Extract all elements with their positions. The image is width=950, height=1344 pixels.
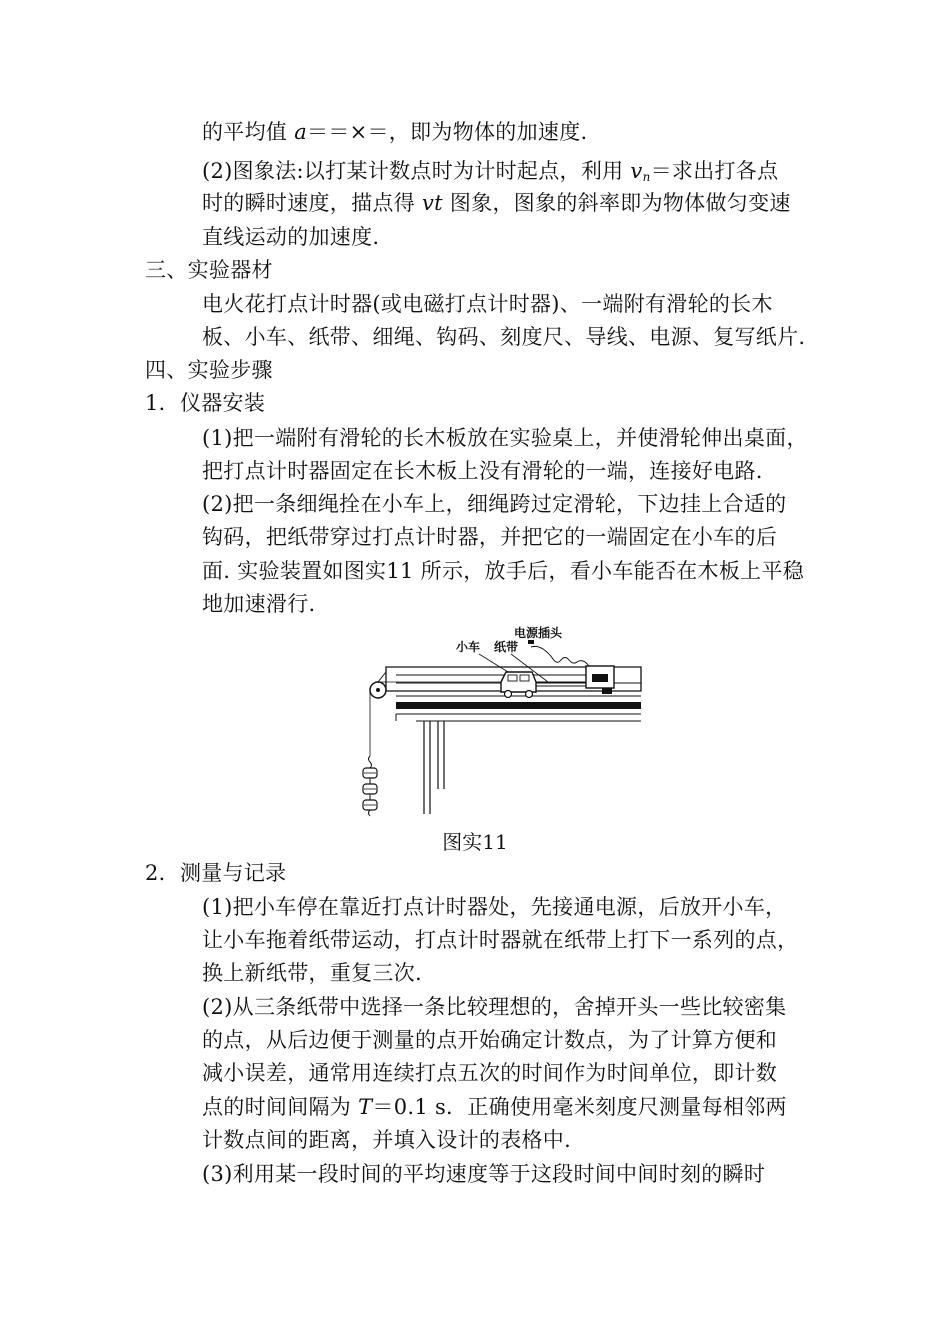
paragraph-line — [202, 117, 588, 147]
experiment-apparatus-diagram — [356, 624, 646, 824]
paragraph-line: (2)从三条纸带中选择一条比较理想的，舍掉开头一些比较密集 — [202, 995, 787, 1019]
paragraph-line: (1)把小车停在靠近打点计时器处，先接通电源，后放开小车， — [202, 895, 787, 919]
text: ＝0.1 s．正确使用毫米刻度尺测量每相邻两 — [372, 1095, 787, 1119]
text: 图象，图象的斜率即为物体做匀变速 — [442, 191, 791, 215]
paragraph-line: 减小误差，通常用连续打点五次的时间作为时间单位，即计数 — [202, 1061, 778, 1085]
board-edge — [396, 702, 641, 709]
label-tape: 纸带 — [494, 640, 519, 654]
subsection-heading: 2．测量与记录 — [145, 861, 287, 885]
math-variable: T — [358, 1095, 373, 1119]
power-cord — [531, 646, 589, 666]
paragraph-line: 地加速滑行. — [202, 592, 316, 616]
label-plug: 电源插头 — [514, 626, 563, 640]
paragraph-line: 面. 实验装置如图实11 所示，放手后，看小车能否在木板上平稳 — [202, 559, 805, 583]
math-variable: vt — [421, 191, 443, 215]
text: 点的时间间隔为 — [202, 1095, 359, 1119]
text: ＝＝×＝，即为物体的加速度. — [307, 120, 588, 144]
paragraph-line: 直线运动的加速度. — [202, 225, 380, 249]
subsection-heading: 1．仪器安装 — [145, 391, 266, 415]
math-variable: a — [294, 120, 308, 144]
paragraph-line: 板、小车、纸带、细绳、钩码、刻度尺、导线、电源、复写纸片. — [202, 325, 806, 349]
text: 的平均值 — [202, 120, 295, 144]
paragraph-line — [202, 188, 791, 218]
figure-caption: 图实11 — [442, 830, 508, 854]
paragraph-line — [202, 156, 778, 192]
paragraph-line: 的点，从后边便于测量的点开始确定计数点，为了计算方便和 — [202, 1028, 778, 1052]
section-heading: 四、实验步骤 — [145, 358, 273, 382]
math-subscript: n — [642, 170, 651, 184]
paragraph-line: 把打点计时器固定在长木板上没有滑轮的一端，连接好电路. — [202, 459, 763, 483]
text: (2)图象法:以打某计数点时为计时起点，利用 — [202, 159, 631, 183]
text: ＝求出打各点 — [650, 159, 779, 183]
paragraph-line: 计数点间的距离，并填入设计的表格中. — [202, 1128, 572, 1152]
paragraph-line: (1)把一端附有滑轮的长木板放在实验桌上，并使滑轮伸出桌面， — [202, 426, 808, 450]
math-variable: v — [630, 159, 643, 183]
paragraph-line: 让小车拖着纸带运动，打点计时器就在纸带上打下一系列的点， — [202, 928, 799, 952]
section-heading: 三、实验器材 — [145, 258, 273, 282]
paragraph-line: (3)利用某一段时间的平均速度等于这段时间中间时刻的瞬时 — [202, 1162, 766, 1186]
text: 时的瞬时速度，描点得 — [202, 191, 422, 215]
paragraph-line: (2)把一条细绳拴在小车上，细绳跨过定滑轮，下边挂上合适的 — [202, 492, 787, 516]
paragraph-line — [202, 1092, 787, 1122]
paragraph-line: 换上新纸带，重复三次. — [202, 961, 422, 985]
paragraph-line: 钩码，把纸带穿过打点计时器，并把它的一端固定在小车的后 — [202, 525, 778, 549]
paragraph-line: 电火花打点计时器(或电磁打点计时器)、一端附有滑轮的长木 — [202, 292, 773, 316]
hook-weights — [363, 756, 377, 816]
label-car: 小车 — [456, 640, 481, 654]
cart — [501, 672, 536, 698]
